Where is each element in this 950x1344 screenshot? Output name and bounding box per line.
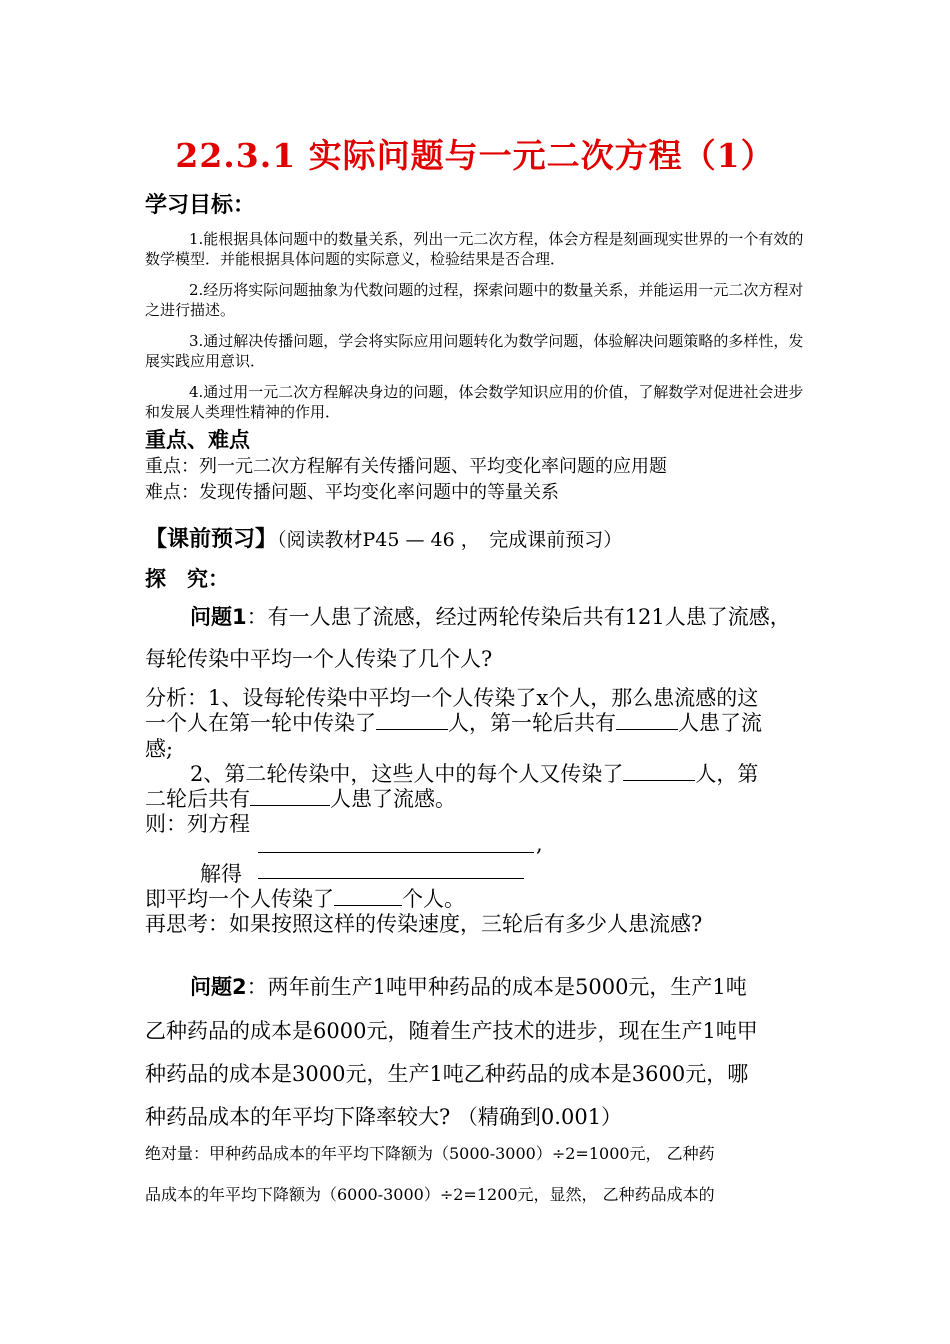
equation-label: 则：列方程 [145,812,250,836]
answer-part1: 即平均一个人传染了 [145,887,334,911]
analysis-b3: 人患了流 [678,711,762,735]
solve-answer-line[interactable] [258,878,524,879]
blank-second-round-infected[interactable] [623,762,695,781]
preview-heading: 【课前预习】 [145,527,278,552]
problem1-line2: 每轮传染中平均一个人传染了几个人? [145,647,493,671]
problem2-line2: 乙种药品的成本是6000元，随着生产技术的进步，现在生产1吨甲 [145,1019,758,1043]
answer-part2: 个人。 [402,887,465,911]
preview-line [145,522,622,553]
key-point-text: 重点：列一元二次方程解有关传播问题、平均变化率问题的应用题 [145,456,667,477]
blank-after-first-round-total[interactable] [616,711,678,730]
difficulty-text: 难点：发现传播问题、平均变化率问题中的等量关系 [145,482,559,503]
page-title: 22.3.1 实际问题与一元二次方程（1） [175,136,775,175]
solve-label: 解得 [200,862,242,886]
problem1-label: 问题1 [190,605,247,629]
analysis-e1: 二轮后共有 [145,787,250,811]
rethink-line: 再思考：如果按照这样的传染速度，三轮后有多少人患流感? [145,912,703,936]
equation-answer-line[interactable] [258,852,534,853]
absolute-amount-line1: 绝对量：甲种药品成本的年平均下降额为（5000-3000）÷2=1000元， 乙种药 [145,1144,715,1163]
analysis-line-a: 分析：1、设每轮传染中平均一个人传染了x个人，那么患流感的这 [145,686,759,710]
analysis-b1: 一个人在第一轮中传染了 [145,711,376,735]
objective-item-4: 4.通过用一元二次方程解决身边的问题，体会数学知识应用的价值，了解数学对促进社会进步和发展人类理性精神的作用． [145,383,804,421]
analysis-b2: 人，第一轮后共有 [448,711,616,735]
problem2-line1 [190,971,747,1001]
problem1-line1 [190,601,791,631]
analysis-d1: 2、第二轮传染中，这些人中的每个人又传染了 [190,762,624,786]
analysis-e2: 人患了流感。 [330,787,456,811]
problem1-text1: ：有一人患了流感，经过两轮传染后共有121人患了流感， [246,605,791,629]
preview-note: （阅读教材P45 — 46 ， 完成课前预习） [277,529,623,551]
analysis-d2: 人，第 [695,762,759,786]
analysis-line-b [145,707,762,737]
objectives-heading: 学习目标： [145,193,256,218]
key-points-heading: 重点、难点 [145,428,250,452]
analysis-line-c: 感; [145,737,174,761]
blank-average-infected[interactable] [334,887,402,906]
equation-comma: , [536,832,543,856]
objective-item-1: 1.能根据具体问题中的数量关系，列出一元二次方程，体会方程是刻画现实世界的一个有效的数学模型．并能根据具体问题的实际意义，检验结果是否合理． [145,230,804,268]
blank-first-round-infected[interactable] [376,711,448,730]
absolute-amount-line2: 品成本的年平均下降额为（6000-3000）÷2=1200元，显然， 乙种药品成本的 [145,1185,715,1204]
objective-item-3: 3.通过解决传播问题，学会将实际应用问题转化为数学问题，体验解决问题策略的多样性，发展实践应用意识． [145,332,804,370]
objective-item-2: 2.经历将实际问题抽象为代数问题的过程，探索问题中的数量关系，并能运用一元二次方程对之进行描述。 [145,281,804,319]
problem2-label: 问题2 [190,975,247,999]
blank-after-second-round-total[interactable] [250,787,330,806]
problem2-line4: 种药品成本的年平均下降率较大? （精确到0.001） [145,1105,623,1129]
problem2-text1: ：两年前生产1吨甲种药品的成本是5000元，生产1吨 [246,975,747,999]
explore-heading: 探 究： [145,567,229,591]
problem2-line3: 种药品的成本是3000元，生产1吨乙种药品的成本是3600元，哪 [145,1062,749,1086]
